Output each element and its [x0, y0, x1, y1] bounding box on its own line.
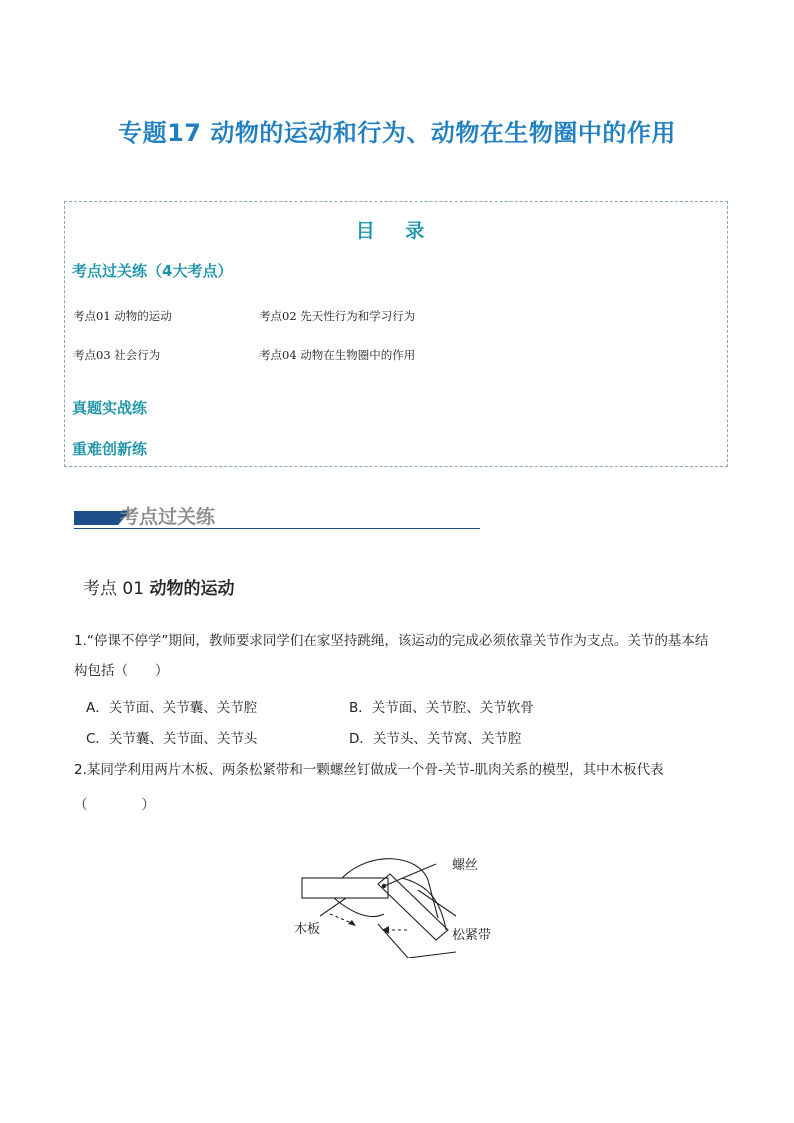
upper-board: [302, 878, 388, 898]
label-board: 木板: [294, 922, 321, 937]
question-2-line1: 2.某同学利用两片木板、两条松紧带和一颗螺丝钉做成一个骨-关节-肌肉关系的模型，其中木板代表: [74, 762, 664, 778]
toc-heading: 目 录: [355, 220, 437, 242]
board-leader: [320, 898, 346, 916]
table-of-contents: [64, 201, 728, 467]
toc-item-kp03[interactable]: 考点03 社会行为: [73, 348, 161, 362]
question-1-line2: 构包括（ ）: [74, 663, 169, 679]
toc-item-kp02[interactable]: 考点02 先天性行为和学习行为: [259, 309, 416, 323]
toc-section-innovation[interactable]: 重难创新练: [72, 440, 148, 458]
kp01-prefix: 考点 01: [83, 579, 145, 599]
banner-bar: [74, 511, 118, 525]
toc-item-kp01[interactable]: 考点01 动物的运动: [73, 309, 172, 323]
kp01-name: 动物的运动: [149, 579, 235, 599]
page-title: 专题17 动物的运动和行为、动物在生物圈中的作用: [118, 119, 676, 147]
question-1-line1: 1.“停课不停学”期间，教师要求同学们在家坚持跳绳，该运动的完成必须依靠关节作为支点。关节的基本结: [74, 633, 709, 649]
question-1-option-d[interactable]: D．关节头、关节窝、关节腔: [349, 731, 522, 747]
joint-model-figure: [290, 848, 510, 958]
kp01-heading: [83, 574, 234, 599]
question-2-line2: （ ）: [74, 797, 155, 813]
toc-section-exercises[interactable]: 考点过关练（4大考点）: [72, 262, 233, 280]
section-banner: [74, 502, 480, 530]
label-elastic-band: 松紧带: [452, 928, 492, 943]
banner-label: 考点过关练: [120, 506, 216, 528]
question-1-option-b[interactable]: B．关节面、关节腔、关节软骨: [349, 700, 534, 716]
toc-section-real-exam[interactable]: 真题实战练: [72, 399, 148, 417]
band-lower-line: [378, 924, 408, 958]
question-1-option-c[interactable]: C．关节囊、关节面、关节头: [86, 731, 258, 747]
question-1-option-a[interactable]: A．关节面、关节囊、关节腔: [86, 700, 258, 716]
band-bottom-line: [408, 952, 456, 958]
arrow-down-head: [348, 920, 356, 926]
banner-underline: [74, 528, 480, 529]
toc-item-kp04[interactable]: 考点04 动物在生物圈中的作用: [259, 348, 416, 362]
screw-dot: [382, 884, 386, 888]
label-screw: 螺丝: [452, 858, 479, 873]
